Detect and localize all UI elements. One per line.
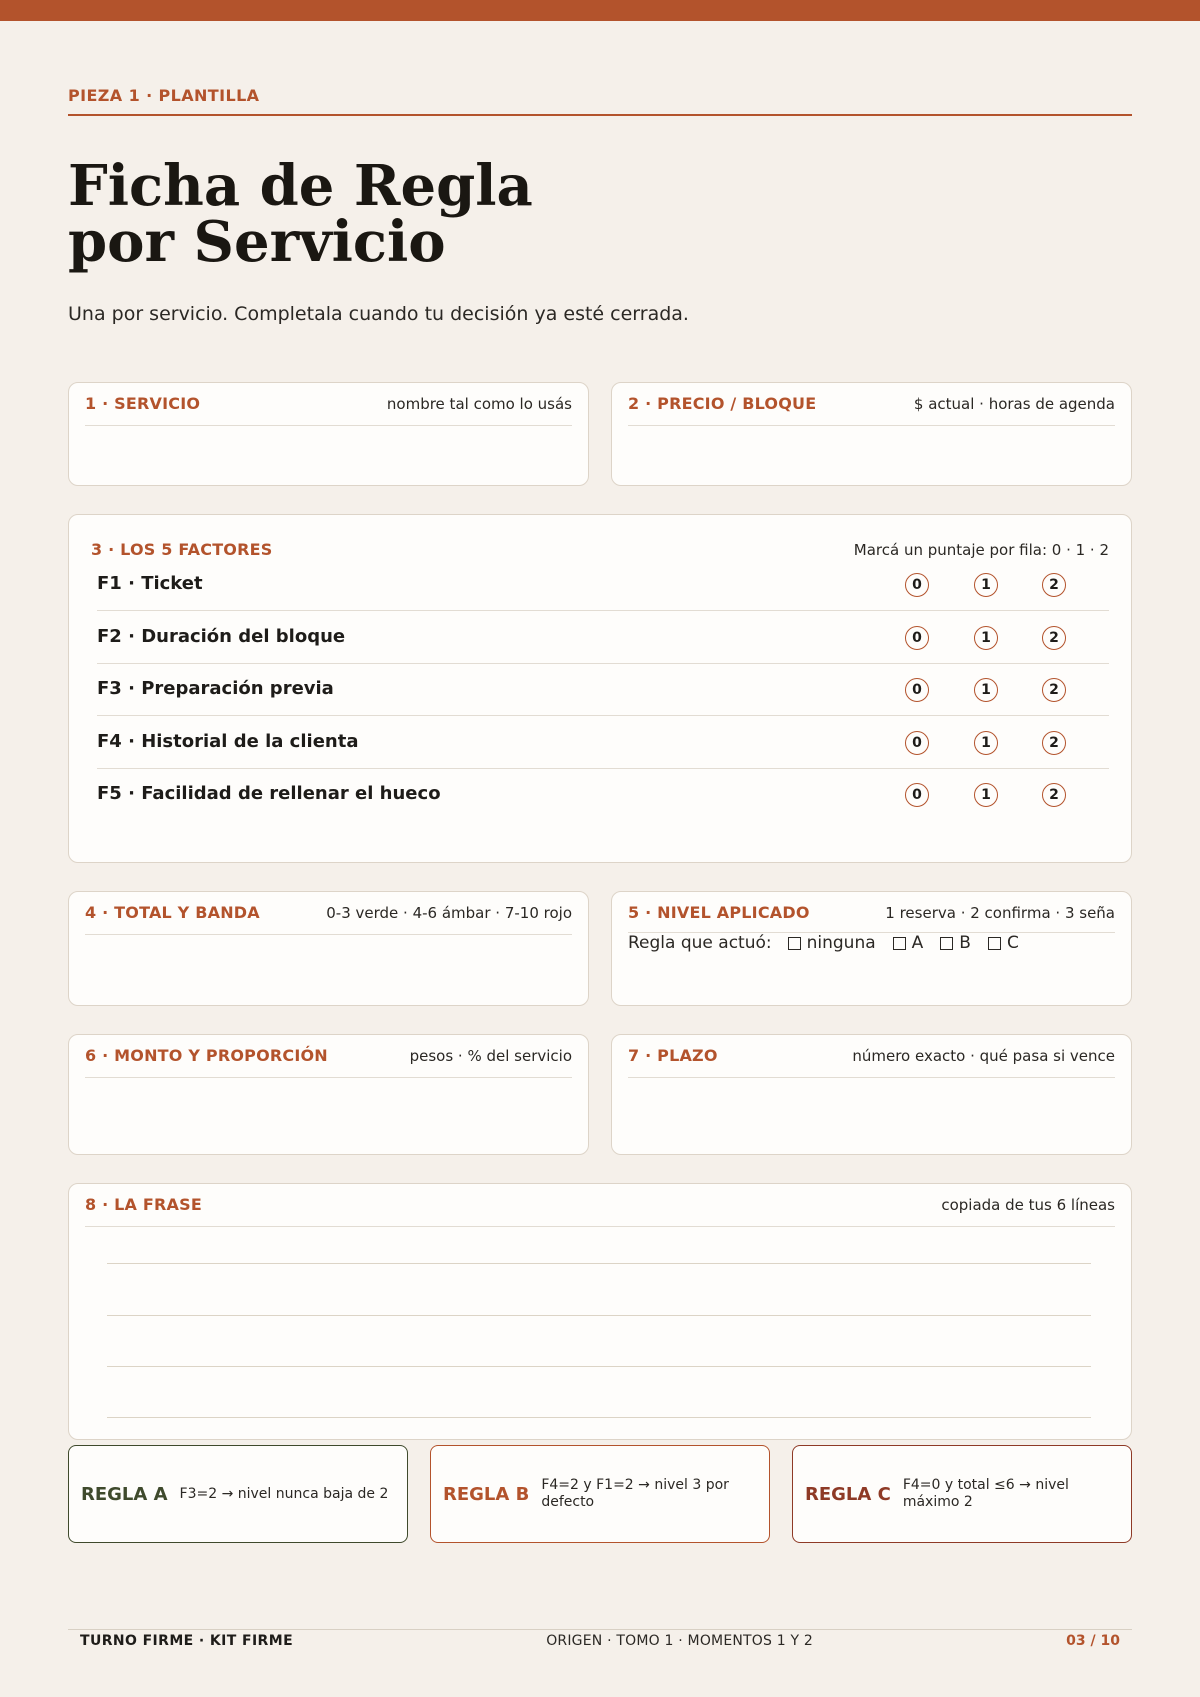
card-servicio[interactable] [68,382,589,486]
top-accent-bar [0,0,1200,21]
option-label: ninguna [806,933,876,953]
card-nivel-hint: 1 reserva · 2 confirma · 3 seña [885,904,1115,922]
writing-line [107,1263,1091,1264]
score-circle-0[interactable]: 0 [905,678,929,702]
rule-c-name: REGLA C [805,1483,891,1505]
page-title [68,153,768,275]
card-total[interactable] [68,891,589,1006]
factor-row-f2 [97,612,1109,664]
rule-a-desc: F3=2 → nivel nunca baja de 2 [179,1485,389,1502]
card-nivel-header [628,903,1115,933]
rule-c-desc: F4=0 y total ≤6 → nivel máximo 2 [902,1477,1069,1510]
score-circle-1[interactable]: 1 [974,678,998,702]
score-circle-2[interactable]: 2 [1042,573,1066,597]
rule-b-name: REGLA B [443,1483,530,1505]
section-eyebrow: PIEZA 1 · PLANTILLA [68,86,1132,116]
card-precio[interactable] [611,382,1132,486]
page-number: 03 / 10 [1066,1633,1120,1649]
page-title-line-2: por Servicio [68,209,446,275]
option-label: C [1006,933,1019,953]
score-circle-2[interactable]: 2 [1042,626,1066,650]
page-footer [68,1629,1132,1649]
score-circle-0[interactable]: 0 [905,731,929,755]
score-circle-2[interactable]: 2 [1042,731,1066,755]
card-monto-label: 6 · MONTO Y PROPORCIÓN [85,1046,328,1065]
footer-source: ORIGEN · TOMO 1 · MOMENTOS 1 Y 2 [546,1633,814,1649]
card-servicio-header [85,394,572,426]
rule-b-card [430,1445,770,1543]
card-plazo-header [628,1046,1115,1078]
card-servicio-label: 1 · SERVICIO [85,394,201,413]
score-circle-1[interactable]: 1 [974,731,998,755]
score-circle-1[interactable]: 1 [974,626,998,650]
card-precio-hint: $ actual · horas de agenda [913,395,1115,413]
writing-line [107,1315,1091,1316]
option-c[interactable] [988,933,1019,953]
factor-row-f3 [97,664,1109,716]
card-plazo-label: 7 · PLAZO [628,1046,718,1065]
score-circle-2[interactable]: 2 [1042,678,1066,702]
card-plazo[interactable] [611,1034,1132,1155]
score-circle-1[interactable]: 1 [974,783,998,807]
card-factores-header [91,540,1109,559]
footer-brand: TURNO FIRME · KIT FIRME [80,1633,294,1649]
score-circle-0[interactable]: 0 [905,626,929,650]
factor-row-f5 [97,769,1109,821]
factor-row-f1 [97,559,1109,611]
card-nivel [611,891,1132,1006]
card-servicio-hint: nombre tal como lo usás [386,395,572,413]
card-total-label: 4 · TOTAL Y BANDA [85,903,260,922]
regla-selector-label: Regla que actuó: [628,933,772,953]
card-total-header [85,903,572,935]
rule-a-name: REGLA A [81,1483,168,1505]
option-b[interactable] [940,933,971,953]
score-circle-0[interactable]: 0 [905,783,929,807]
card-factores [68,514,1132,863]
checkbox-icon [988,937,1001,950]
rule-b-desc: F4=2 y F1=2 → nivel 3 por defecto [541,1477,729,1510]
page-subtitle: Una por servicio. Completala cuando tu decisión ya esté cerrada. [68,303,689,325]
card-nivel-label: 5 · NIVEL APLICADO [628,903,810,922]
regla-selector [628,933,1036,953]
card-total-hint: 0-3 verde · 4-6 ámbar · 7-10 rojo [326,904,572,922]
rule-c-card [792,1445,1132,1543]
factor-name: F4 · Historial de la clienta [97,731,359,752]
card-frase-label: 8 · LA FRASE [85,1195,202,1214]
card-monto-header [85,1046,572,1078]
card-factores-hint: Marcá un puntaje por fila: 0 · 1 · 2 [853,541,1109,559]
factor-name: F2 · Duración del bloque [97,626,346,647]
card-precio-label: 2 · PRECIO / BLOQUE [628,394,817,413]
option-label: A [911,933,924,953]
factor-row-f4 [97,717,1109,769]
score-circle-1[interactable]: 1 [974,573,998,597]
card-factores-label: 3 · LOS 5 FACTORES [91,540,273,559]
card-plazo-hint: número exacto · qué pasa si vence [852,1047,1115,1065]
writing-line [107,1366,1091,1367]
page-title-line-1: Ficha de Regla [68,153,533,219]
factor-name: F5 · Facilidad de rellenar el hueco [97,783,441,804]
checkbox-icon [940,937,953,950]
score-circle-2[interactable]: 2 [1042,783,1066,807]
card-monto-hint: pesos · % del servicio [409,1047,572,1065]
factor-name: F1 · Ticket [97,573,203,594]
checkbox-icon [788,937,801,950]
checkbox-icon [893,937,906,950]
card-precio-header [628,394,1115,426]
card-monto[interactable] [68,1034,589,1155]
option-label: B [959,933,971,953]
card-frase[interactable] [68,1183,1132,1440]
factor-name: F3 · Preparación previa [97,678,334,699]
rule-a-card [68,1445,408,1543]
card-frase-header [85,1195,1115,1227]
option-a[interactable] [893,933,924,953]
writing-line [107,1417,1091,1418]
score-circle-0[interactable]: 0 [905,573,929,597]
option-ninguna[interactable] [788,933,876,953]
card-frase-hint: copiada de tus 6 líneas [941,1196,1115,1214]
